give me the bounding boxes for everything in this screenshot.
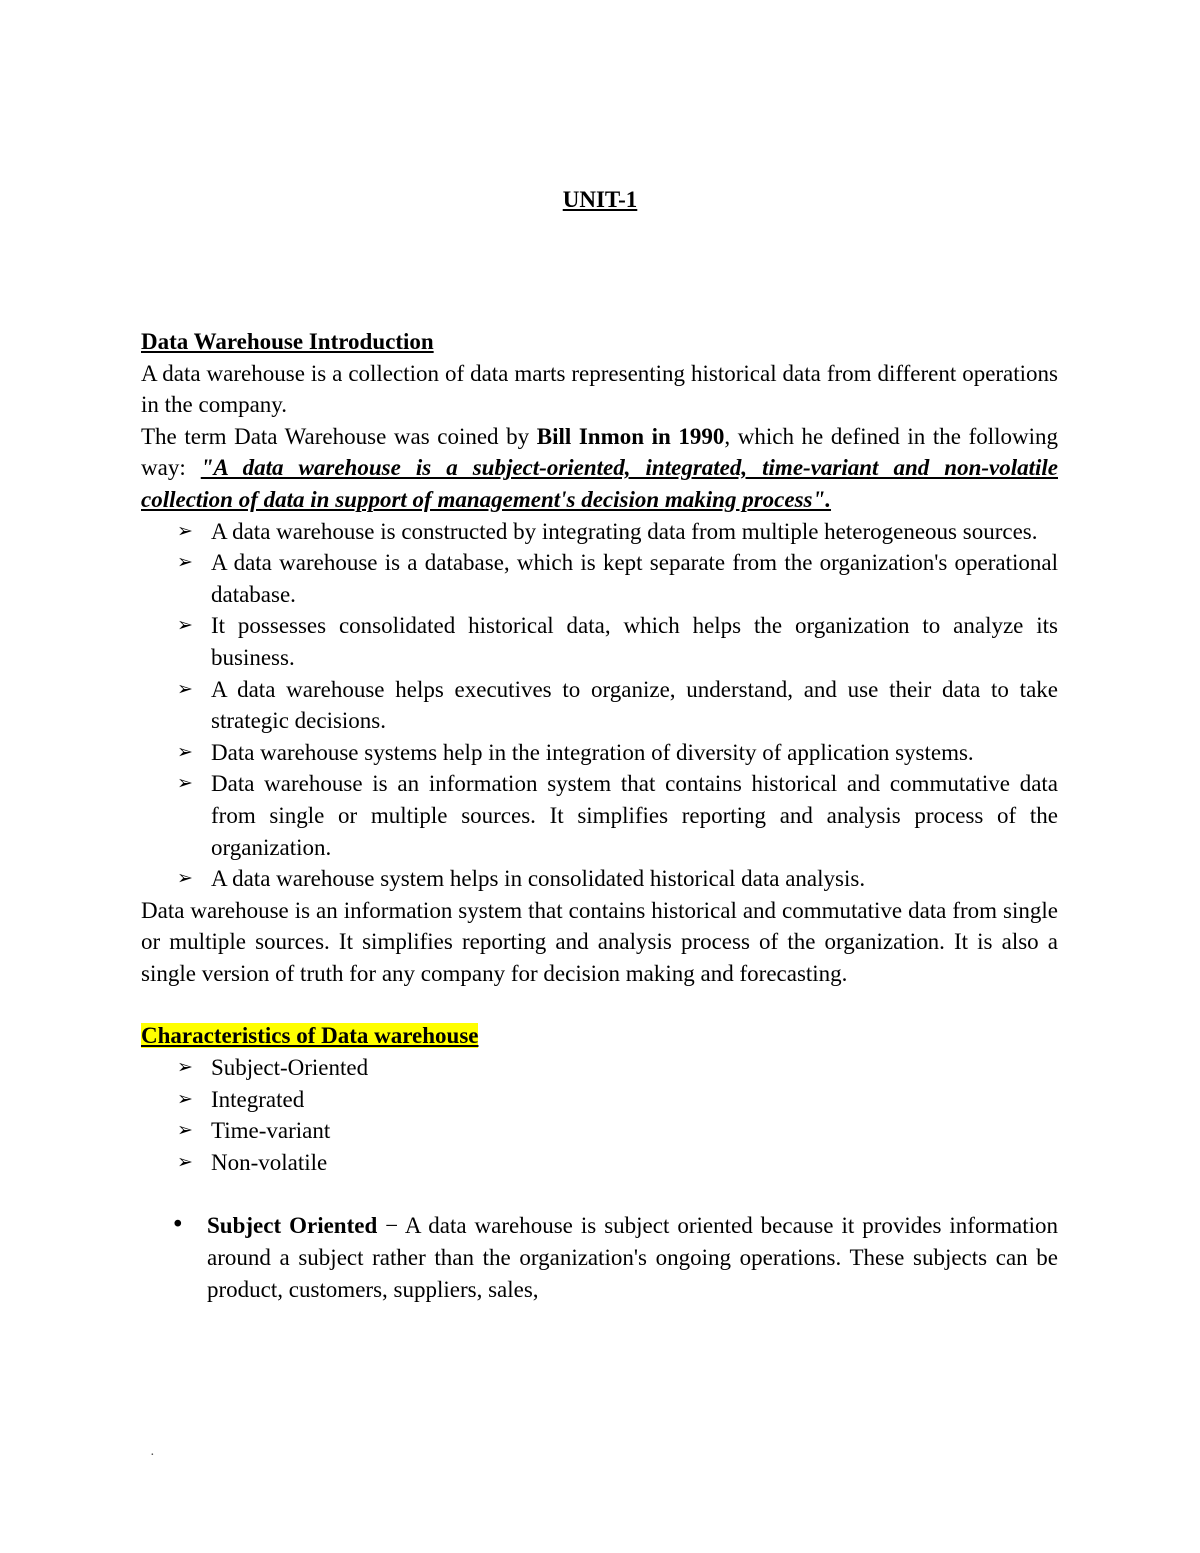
list-item [177,1115,1058,1147]
arrow-bullet-icon: ➢ [177,614,193,637]
dot-bullet-icon: • [171,1212,185,1239]
list-item [177,768,1058,863]
list-item-text: It possesses consolidated historical data, which helps the organization to analyze its business. [211,613,1058,670]
characteristics-list [141,1052,1058,1178]
document-body [141,326,1058,1305]
inmon-name: Bill Inmon in 1990 [536,423,725,449]
unit-title: UNIT-1 [562,187,638,212]
list-item-text: Data warehouse systems help in the integration of diversity of application systems. [211,739,974,765]
section-heading-intro: Data Warehouse Introduction [141,329,434,354]
list-item [177,547,1058,610]
inmon-definition-quote: "A data warehouse is a subject-oriented, integrated, time-variant and non-volatile collection of data in support of management's decision making process". [141,455,1058,512]
list-item-text: Integrated [211,1086,305,1112]
arrow-bullet-icon: ➢ [177,1150,193,1173]
footer-mark: · [150,1448,155,1463]
section-heading-characteristics [141,1020,1058,1052]
closing-paragraph: Data warehouse is an information system that contains historical and commutative data from single or multiple sources. It simplifies reporting and analysis process of the organization. It is also a single version of truth for any company for decision making and forecasting. [141,897,1058,986]
arrow-bullet-icon: ➢ [177,677,193,700]
list-item [177,674,1058,737]
characteristics-detail-list [141,1210,1058,1305]
list-item-text: A data warehouse helps executives to organize, understand, and use their data to take strategic decisions. [211,676,1058,734]
inmon-paragraph [141,421,1058,516]
arrow-bullet-icon: ➢ [177,1087,193,1110]
list-item [177,516,1058,548]
list-item-text: Non-volatile [211,1149,328,1175]
spacer [141,1178,1058,1210]
inmon-text-middle: , which he defined in the following way: [141,423,1059,481]
highlighted-heading: Characteristics of Data warehouse [141,1023,479,1049]
arrow-bullet-icon: ➢ [177,740,193,763]
intro-paragraph: A data warehouse is a collection of data marts representing historical data from different operations in the company. [141,360,1058,418]
inmon-text-before: The term Data Warehouse was coined by [141,423,537,449]
list-item [177,1084,1058,1116]
arrow-bullet-icon: ➢ [177,1056,193,1079]
list-item [177,863,1058,895]
intro-bullet-list [141,516,1058,895]
list-item [171,1210,1058,1305]
subject-oriented-description: − A data warehouse is subject oriented because it provides information around a subject rather than the organization's ongoing operations. These subjects can be product, customers, suppliers, sales, [207,1213,1058,1302]
list-item-text: A data warehouse system helps in consolidated historical data analysis. [211,866,866,892]
list-item-text: Time-variant [211,1118,331,1144]
list-item [177,1147,1058,1179]
arrow-bullet-icon: ➢ [177,519,193,542]
arrow-bullet-icon: ➢ [177,1119,193,1142]
arrow-bullet-icon: ➢ [177,867,193,890]
list-item [177,1052,1058,1084]
list-item-text: Subject-Oriented [211,1055,369,1081]
spacer [141,989,1058,1020]
list-item-text: A data warehouse is constructed by integrating data from multiple heterogeneous sources. [211,518,1038,544]
arrow-bullet-icon: ➢ [177,551,193,574]
list-item-text: A data warehouse is a database, which is kept separate from the organization's operational database. [211,550,1058,607]
list-item [177,610,1058,673]
arrow-bullet-icon: ➢ [177,772,193,795]
subject-oriented-term: Subject Oriented [207,1213,378,1239]
list-item-text: Data warehouse is an information system that contains historical and commutative data from single or multiple sources. It simplifies reporting and analysis process of the organization. [211,771,1058,860]
list-item [177,737,1058,769]
